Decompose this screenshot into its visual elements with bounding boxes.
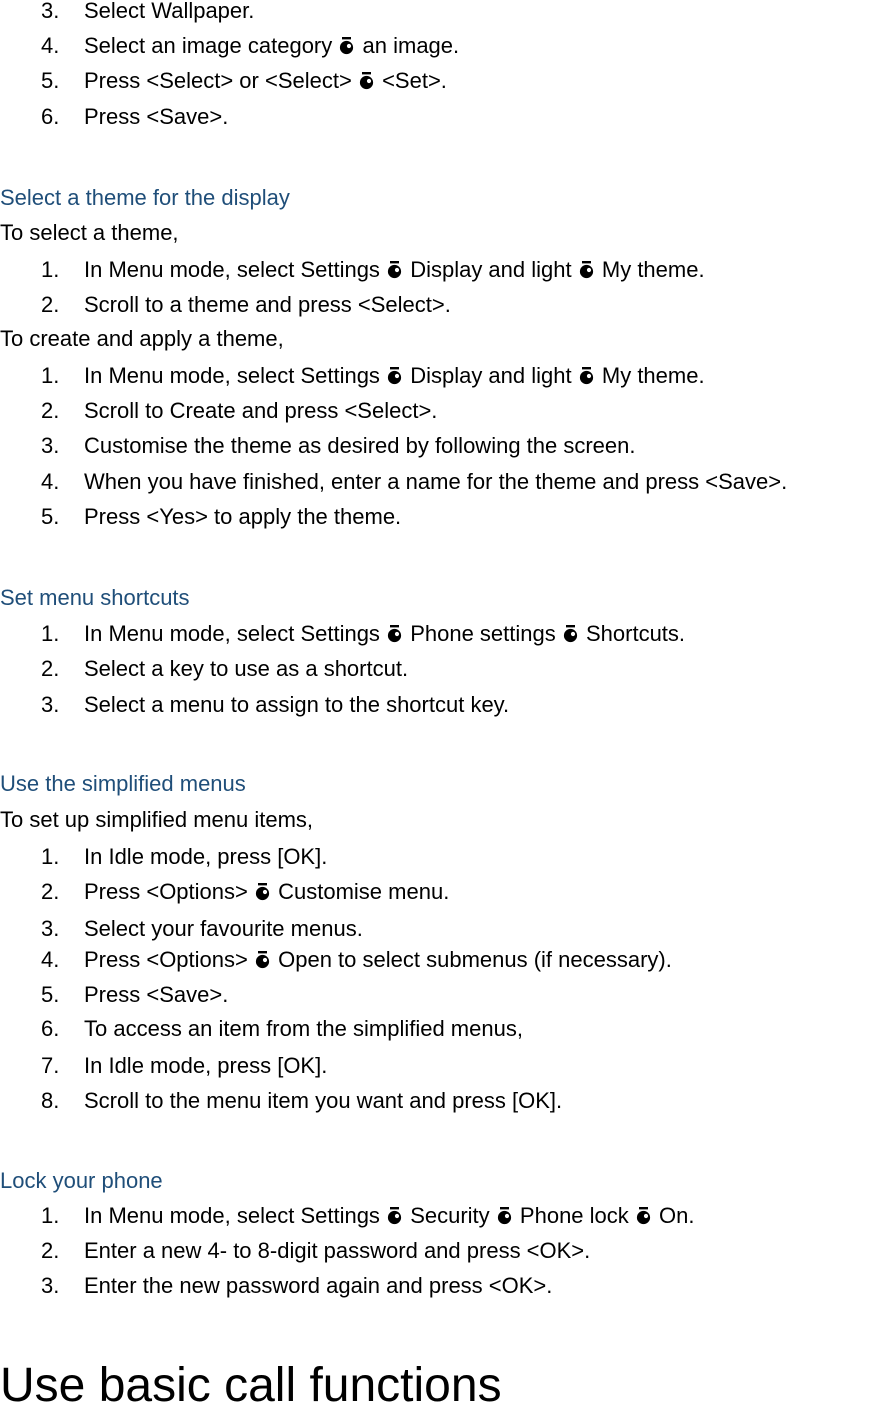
list-item — [41, 692, 509, 718]
list-item-text: Display and light — [410, 363, 572, 388]
list-item-text: Enter a new 4- to 8-digit password and press <OK>. — [84, 1238, 591, 1263]
list-item-text: Select Wallpaper. — [84, 0, 255, 23]
arrow-bullet-icon — [359, 72, 375, 90]
list-item-text: Open to select submenus (if necessary). — [278, 947, 672, 972]
list-item — [41, 1238, 590, 1264]
list-item-text: In Menu mode, select Settings — [84, 621, 380, 646]
section-heading: Lock your phone — [0, 1168, 163, 1193]
list-number: 2. — [41, 292, 60, 317]
list-number: 3. — [41, 433, 60, 458]
list-item — [41, 104, 228, 130]
arrow-bullet-icon — [579, 367, 595, 385]
list-item — [41, 1016, 523, 1042]
arrow-bullet-icon — [255, 951, 271, 969]
list-item-text: Press <Options> — [84, 879, 248, 904]
list-item — [41, 844, 327, 870]
list-number: 1. — [41, 1203, 60, 1228]
list-item-text: Display and light — [410, 257, 572, 282]
list-number: 8. — [41, 1088, 60, 1113]
list-number: 2. — [41, 1238, 60, 1263]
list-item-text: Phone lock — [519, 1203, 629, 1228]
chapter-title: Use basic call functions — [0, 1359, 502, 1412]
body-text: To create and apply a theme, — [0, 326, 284, 351]
list-item-text: Scroll to the menu item you want and press [OK]. — [84, 1088, 563, 1113]
list-item-text: In Idle mode, press [OK]. — [84, 844, 328, 869]
list-item-text: Customise the theme as desired by following the screen. — [84, 433, 636, 458]
list-item-text: Enter the new password again and press <OK>. — [84, 1273, 553, 1298]
list-item — [41, 292, 451, 318]
list-item — [41, 0, 254, 24]
list-item — [41, 504, 401, 530]
list-item — [41, 947, 672, 973]
arrow-bullet-icon — [339, 37, 355, 55]
list-item-text: Press <Yes> to apply the theme. — [84, 504, 402, 529]
list-item — [41, 1053, 327, 1079]
list-item — [41, 363, 705, 389]
list-item-text: Select a key to use as a shortcut. — [84, 656, 409, 681]
list-item — [41, 621, 685, 647]
arrow-bullet-icon — [387, 1207, 403, 1225]
list-item — [41, 1203, 695, 1229]
arrow-bullet-icon — [387, 367, 403, 385]
list-item-text: In Menu mode, select Settings — [84, 363, 380, 388]
list-item-text: Scroll to a theme and press <Select>. — [84, 292, 451, 317]
arrow-bullet-icon — [636, 1207, 652, 1225]
list-item-text: Scroll to Create and press <Select>. — [84, 398, 438, 423]
list-number: 5. — [41, 982, 60, 1007]
list-item — [41, 433, 636, 459]
list-item-text: To access an item from the simplified menus, — [84, 1016, 523, 1041]
list-item-text: My theme. — [601, 363, 705, 388]
list-number: 5. — [41, 504, 60, 529]
list-item-text: In Menu mode, select Settings — [84, 1203, 380, 1228]
list-item — [41, 257, 705, 283]
list-item-text: Select a menu to assign to the shortcut key. — [84, 692, 510, 717]
list-item-text: In Menu mode, select Settings — [84, 257, 380, 282]
list-item — [41, 33, 459, 59]
arrow-bullet-icon — [387, 261, 403, 279]
list-number: 4. — [41, 33, 60, 58]
body-text: To set up simplified menu items, — [0, 807, 314, 832]
section-heading: Set menu shortcuts — [0, 585, 190, 610]
list-item-text: When you have finished, enter a name for the theme and press <Save>. — [84, 469, 788, 494]
list-number: 2. — [41, 398, 60, 423]
list-item-text: Press <Select> or <Select> — [84, 68, 352, 93]
list-number: 2. — [41, 879, 60, 904]
list-number: 2. — [41, 656, 60, 681]
arrow-bullet-icon — [497, 1207, 513, 1225]
arrow-bullet-icon — [579, 261, 595, 279]
list-number: 4. — [41, 469, 60, 494]
list-item — [41, 656, 408, 682]
list-number: 3. — [41, 1273, 60, 1298]
list-number: 6. — [41, 104, 60, 129]
list-item — [41, 1088, 562, 1114]
list-item-text: Select your favourite menus. — [84, 916, 363, 941]
list-item-text: Security — [410, 1203, 490, 1228]
list-number: 1. — [41, 844, 60, 869]
arrow-bullet-icon — [255, 883, 271, 901]
list-item-text: Press <Options> — [84, 947, 248, 972]
list-item-text: My theme. — [601, 257, 705, 282]
list-item-text: Customise menu. — [278, 879, 450, 904]
list-item — [41, 879, 449, 905]
section-heading: Use the simplified menus — [0, 771, 246, 796]
list-item-text: Press <Save>. — [84, 104, 229, 129]
list-item-text: Press <Save>. — [84, 982, 229, 1007]
list-item-text: an image. — [362, 33, 460, 58]
list-item — [41, 469, 787, 495]
list-number: 1. — [41, 621, 60, 646]
section-heading: Select a theme for the display — [0, 185, 290, 210]
list-item — [41, 398, 437, 424]
list-item — [41, 916, 363, 942]
list-number: 1. — [41, 363, 60, 388]
arrow-bullet-icon — [563, 625, 579, 643]
list-number: 3. — [41, 0, 60, 23]
list-number: 3. — [41, 916, 60, 941]
list-item — [41, 68, 447, 94]
list-item-text: In Idle mode, press [OK]. — [84, 1053, 328, 1078]
list-item-text: <Set>. — [382, 68, 447, 93]
list-number: 1. — [41, 257, 60, 282]
arrow-bullet-icon — [387, 625, 403, 643]
list-number: 6. — [41, 1016, 60, 1041]
body-text: To select a theme, — [0, 220, 179, 245]
list-item — [41, 1273, 552, 1299]
list-item-text: Shortcuts. — [585, 621, 686, 646]
list-number: 5. — [41, 68, 60, 93]
list-item-text: Select an image category — [84, 33, 333, 58]
list-number: 7. — [41, 1053, 60, 1078]
list-number: 3. — [41, 692, 60, 717]
list-number: 4. — [41, 947, 60, 972]
list-item-text: Phone settings — [410, 621, 556, 646]
list-item-text: On. — [659, 1203, 695, 1228]
list-item — [41, 982, 228, 1008]
